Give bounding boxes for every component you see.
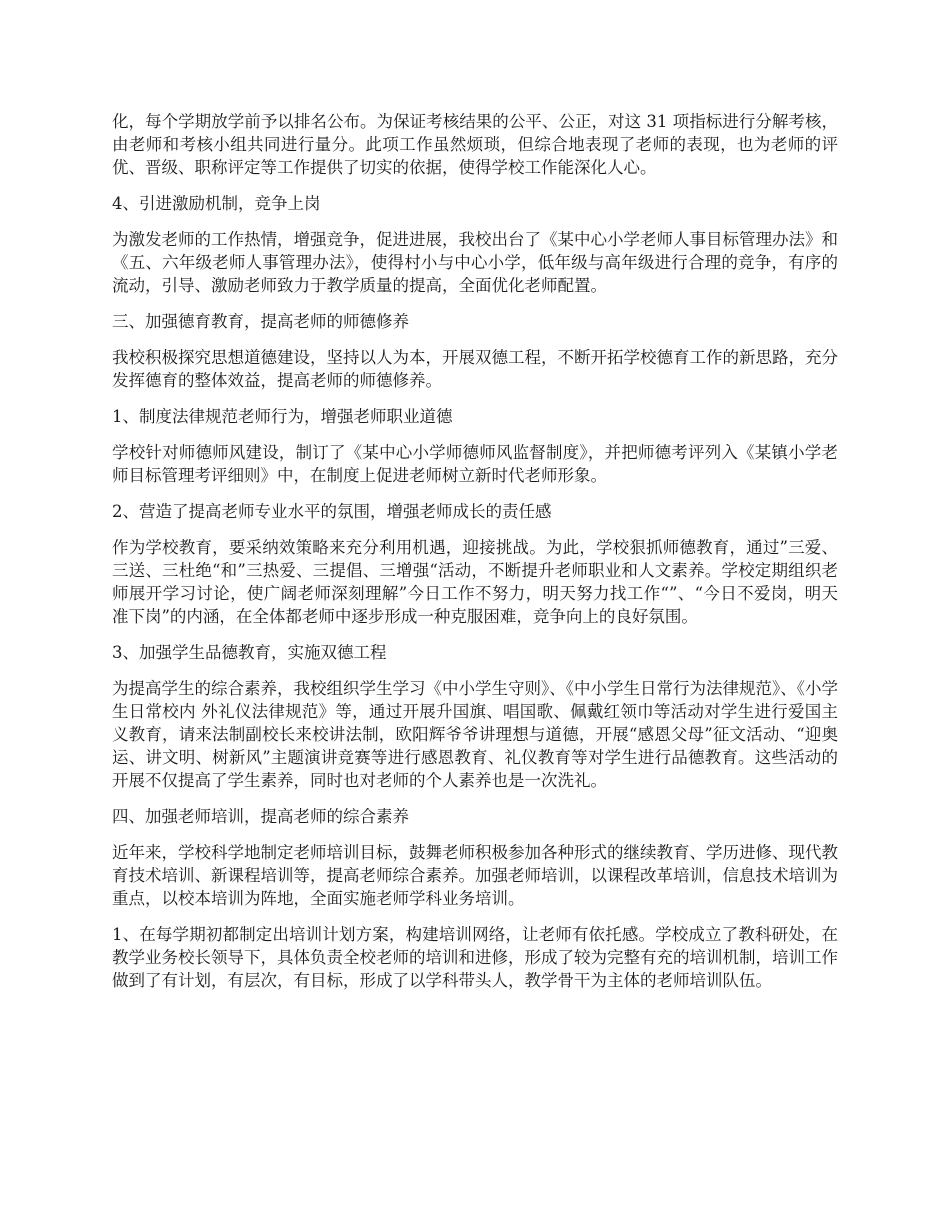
subsection-heading: 4、引进激励机制，竞争上岗 [112, 194, 321, 213]
body-paragraph: 近年来，学校科学地制定老师培训目标，鼓舞老师积极参加各种形式的继续教育、学历进修、现代教育技术培训、新课程培训等，提高老师综合素养。加强老师培训，以课程改革培训，信息技术培训为重点，以校本培训为阵地，全面实施老师学科业务培训。 [112, 843, 838, 908]
section-heading: 三、加强德育教育，提高老师的师德修养 [112, 312, 409, 331]
body-paragraph: 学校针对师德师风建设，制订了《某中心小学师德师风监督制度》，并把师德考评列入《某镇小学老师目标管理考评细则》中，在制度上促进老师树立新时代老师形象。 [112, 443, 838, 485]
body-paragraph: 化，每个学期放学前予以排名公布。为保证考核结果的公平、公正，对这 31 项指标进行分解考核，由老师和考核小组共同进行量分。此项工作虽然烦琐，但综合地表现了老师的表现，也为老师的评优、晋级、职称评定等工作提供了切实的依据，使得学校工作能深化人心。 [112, 112, 838, 177]
body-paragraph: 作为学校教育，要采纳效策略来充分利用机遇，迎接挑战。为此，学校狠抓师德教育，通过”三爱、三送、三杜绝“和”三热爱、三提倡、三增强“活动，不断提升老师职业和人文素养。学校定期组织老师展开学习讨论，使广阔老师深刻理解”今日工作不努力，明天努力找工作“”、“今日不爱岗，明天准下岗”的内涵，在全体都老师中逐步形成一种克服困难，竞争向上的良好氛围。 [112, 538, 838, 626]
body-paragraph: 1、在每学期初都制定出培训计划方案，构建培训网络，让老师有依托感。学校成立了教科研处，在教学业务校长领导下，具体负责全校老师的培训和进修，形成了较为完整有充的培训机制，培训工作做到了有计划，有层次，有目标，形成了以学科带头人，教学骨干为主体的老师培训队伍。 [112, 925, 838, 990]
body-paragraph: 我校积极探究思想道德建设，坚持以人为本，开展双德工程，不断开拓学校德育工作的新思路，充分发挥德育的整体效益，提高老师的师德修养。 [112, 348, 838, 390]
subsection-heading: 1、制度法律规范老师行为，增强老师职业道德 [112, 407, 453, 426]
body-paragraph: 为激发老师的工作热情，增强竞争，促进进展，我校出台了《某中心小学老师人事目标管理办法》和《五、六年级老师人事管理办法》，使得村小与中心小学，低年级与高年级进行合理的竞争，有序的流动，引导、激励老师致力于教学质量的提高，全面优化老师配置。 [112, 230, 838, 295]
section-heading: 四、加强老师培训，提高老师的综合素养 [112, 807, 409, 826]
document-body [112, 110, 838, 1005]
body-paragraph: 为提高学生的综合素养，我校组织学生学习《中小学生守则》、《中小学生日常行为法律规范》、《小学生日常校内 外礼仪法律规范》等，通过开展升国旗、唱国歌、佩戴红领巾等活动对学生进行爱国主义教育，请来法制副校长来校讲法制，欧阳辉爷爷讲理想与道德，开展“感恩父母”征文活动、“迎奥运、讲文明、树新风”主题演讲竞赛等进行感恩教育、礼仪教育等对学生进行品德教育。这些活动的开展不仅提高了学生素养，同时也对老师的个人素养也是一次洗礼。 [112, 679, 838, 790]
subsection-heading: 2、营造了提高老师专业水平的氛围，增强老师成长的责任感 [112, 502, 552, 521]
subsection-heading: 3、加强学生品德教育，实施双德工程 [112, 643, 387, 662]
